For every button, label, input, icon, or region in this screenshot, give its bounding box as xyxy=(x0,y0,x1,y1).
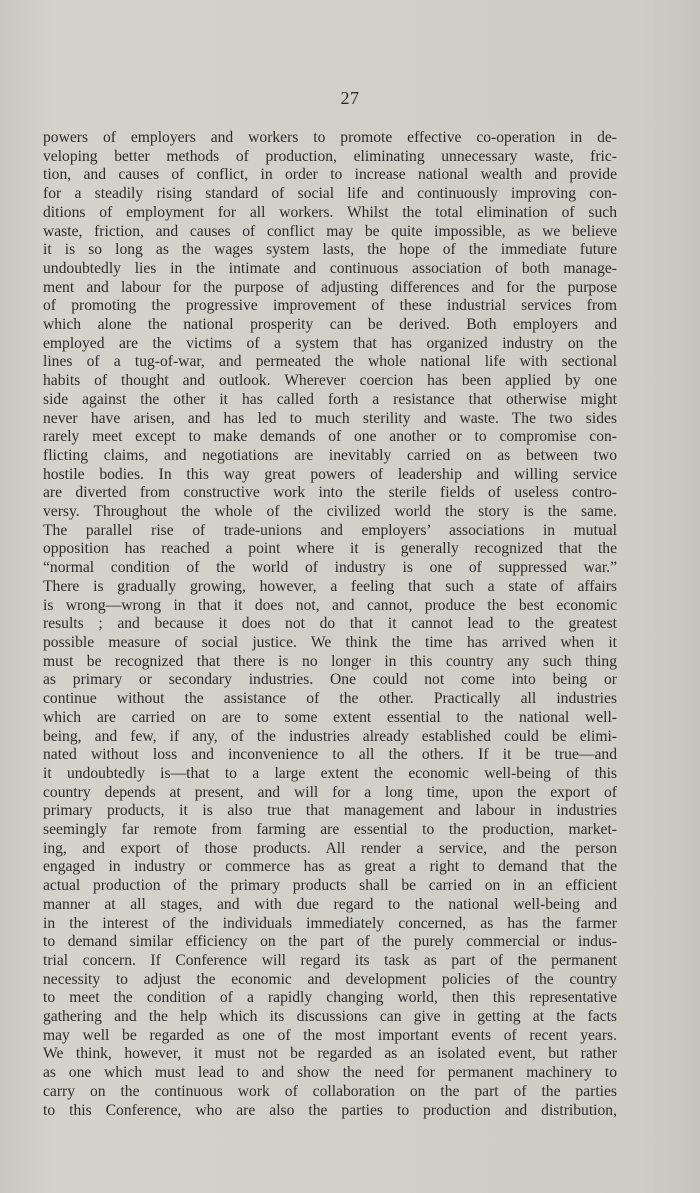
text-line: ditions of employment for all workers. Whilst the total elimination of such xyxy=(43,203,617,221)
text-line: may well be regarded as one of the most important events of recent years. xyxy=(43,1026,617,1044)
text-line: continue without the assistance of the other. Practically all industries xyxy=(43,690,617,708)
text-line: it is so long as the wages system lasts, the hope of the immediate future xyxy=(43,241,617,259)
text-line: waste, friction, and causes of conflict may be quite impossible, as we believe xyxy=(43,222,617,240)
text-line: lines of a tug-of-war, and permeated the whole national life with sectional xyxy=(43,353,617,371)
text-line: tion, and causes of conflict, in order to increase national wealth and provide xyxy=(43,166,617,184)
text-line: results ; and because it does not do that it cannot lead to the greatest xyxy=(43,615,617,633)
text-line: to demand similar efficiency on the part of the purely commercial or indus- xyxy=(43,933,617,951)
text-line: as one which must lead to and show the need for permanent machinery to xyxy=(43,1064,617,1082)
text-line: habits of thought and outlook. Wherever coercion has been applied by one xyxy=(43,372,617,390)
text-line: to meet the condition of a rapidly changing world, then this representative xyxy=(43,989,617,1007)
text-line: “normal condition of the world of industry is one of suppressed war.” xyxy=(43,559,617,577)
text-line: gathering and the help which its discussions can give in getting at the facts xyxy=(43,1008,617,1026)
text-line: undoubtedly lies in the intimate and continuous association of both manage- xyxy=(43,259,617,277)
text-line: veloping better methods of production, eliminating unnecessary waste, fric- xyxy=(43,147,617,165)
text-line: being, and few, if any, of the industries already established could be elimi- xyxy=(43,727,617,745)
text-line: ing, and export of those products. All render a service, and the person xyxy=(43,839,617,857)
text-line: rarely meet except to make demands of one another or to compromise con- xyxy=(43,428,617,446)
text-line: in the interest of the individuals immediately concerned, as has the farmer xyxy=(43,914,617,932)
text-line: We think, however, it must not be regarded as an isolated event, but rather xyxy=(43,1045,617,1063)
text-line: of promoting the progressive improvement of these industrial services from xyxy=(43,297,617,315)
text-line: trial concern. If Conference will regard its task as part of the permanent xyxy=(43,951,617,969)
text-line: are diverted from constructive work into the sterile fields of useless contro- xyxy=(43,484,617,502)
text-line: actual production of the primary products shall be carried on in an efficient xyxy=(43,877,617,895)
text-line: nated without loss and inconvenience to all the others. If it be true—and xyxy=(43,746,617,764)
text-line: which alone the national prosperity can be derived. Both employers and xyxy=(43,316,617,334)
text-line: must be recognized that there is no longer in this country any such thing xyxy=(43,652,617,670)
text-line: to this Conference, who are also the parties to production and distribution, xyxy=(43,1101,617,1119)
text-line: ment and labour for the purpose of adjusting differences and for the purpose xyxy=(43,278,617,296)
text-line: necessity to adjust the economic and development policies of the country xyxy=(43,970,617,988)
text-line: primary products, it is also true that management and labour in industries xyxy=(43,802,617,820)
text-line: seemingly far remote from farming are essential to the production, market- xyxy=(43,821,617,839)
text-line: versy. Throughout the whole of the civilized world the story is the same. xyxy=(43,503,617,521)
text-line: employed are the victims of a system that has organized industry on the xyxy=(43,334,617,352)
text-line: it undoubtedly is—that to a large extent the economic well-being of this xyxy=(43,764,617,782)
text-line: is wrong—wrong in that it does not, and cannot, produce the best economic xyxy=(43,596,617,614)
text-line: never have arisen, and has led to much sterility and waste. The two sides xyxy=(43,409,617,427)
text-line: which are carried on are to some extent essential to the national well- xyxy=(43,708,617,726)
text-line: for a steadily rising standard of social life and continuously improving con- xyxy=(43,185,617,203)
body-text xyxy=(43,129,617,1120)
text-line: powers of employers and workers to promote effective co-operation in de- xyxy=(43,129,617,146)
text-line: flicting claims, and negotiations are inevitably carried on as between two xyxy=(43,446,617,464)
text-line: as primary or secondary industries. One could not come into being or xyxy=(43,671,617,689)
text-line: opposition has reached a point where it is generally recognized that the xyxy=(43,540,617,558)
text-line: country depends at present, and will for a long time, upon the export of xyxy=(43,783,617,801)
text-line: carry on the continuous work of collaboration on the part of the parties xyxy=(43,1082,617,1100)
text-line: manner at all stages, and with due regard to the national well-being and xyxy=(43,895,617,913)
text-line: side against the other it has called forth a resistance that otherwise might xyxy=(43,390,617,408)
text-line: There is gradually growing, however, a feeling that such a state of affairs xyxy=(43,577,617,595)
text-line: engaged in industry or commerce has as great a right to demand that the xyxy=(43,858,617,876)
text-line: hostile bodies. In this way great powers of leadership and willing service xyxy=(43,465,617,483)
text-line: possible measure of social justice. We think the time has arrived when it xyxy=(43,633,617,651)
text-line: The parallel rise of trade-unions and employers’ associations in mutual xyxy=(43,521,617,539)
page-number: 27 xyxy=(340,88,360,108)
